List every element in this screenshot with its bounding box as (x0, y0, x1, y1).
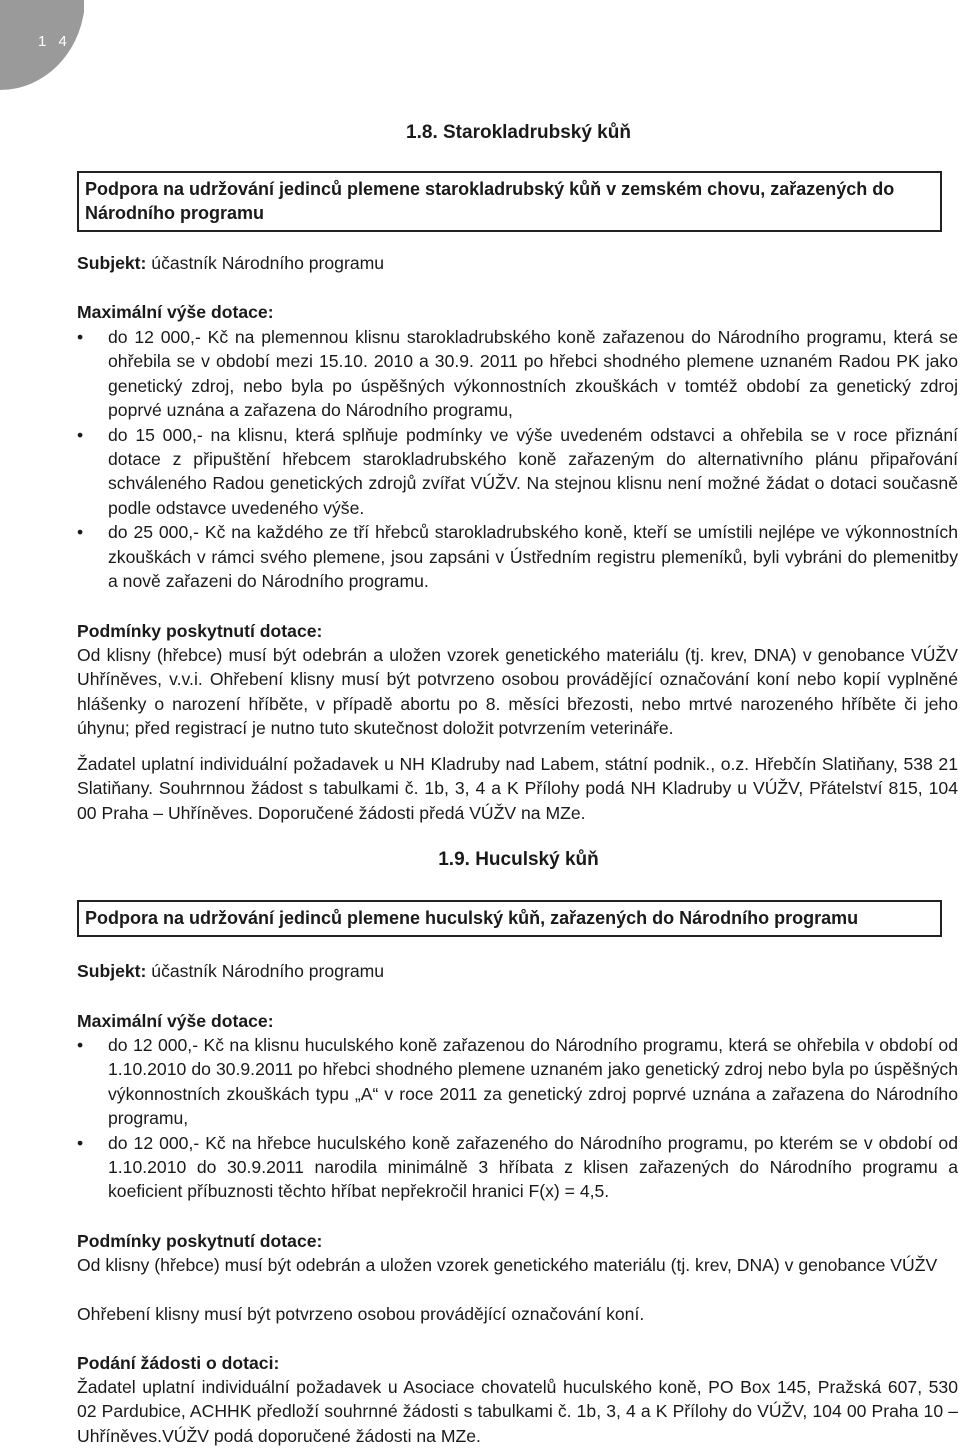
section-title-1-8: 1.8. Starokladrubský kůň (406, 122, 631, 143)
section-box-1-8: Podpora na udržování jedinců plemene starokladrubský kůň v zemském chovu, zařazených do Národního programu (77, 171, 942, 232)
max-label-1-8: Maximální výše dotace: (77, 302, 274, 322)
list-item: • do 12 000,- Kč na plemennou klisnu starokladrubského koně zařazenou do Národního programu, která se ohřebila se v období mezi 15.10. 2010 a 30.9. 2011 po hřebci shodného plemene uznaném Radou PK jako genetický zdroj, nebo byla po úspěšných výkonnostních zkouškách v tomtéž období za genetický zdroj poprvé uznána a zařazena do Národního programu, (77, 325, 958, 423)
subjekt-1-8 (77, 251, 958, 275)
podminky-line-2: Ohřebení klisny musí být potvrzeno osobou provádějící označování koní. (77, 1304, 645, 1324)
podminky-label-1-8: Podmínky poskytnutí dotace: (77, 621, 323, 641)
subjekt-1-9 (77, 959, 958, 983)
list-item: • do 12 000,- Kč na hřebce huculského koně zařazeného do Národního programu, po kterém se v období od 1.10.2010 do 30.9.2011 narodila minimálně 3 hříbata z klisen zařazených do Národního programu a koeficient příbuznosti těchto hříbat nepřekročil hranici F(x) = 4,5. (77, 1131, 958, 1204)
page-corner-tab (0, 0, 84, 90)
page-number: 1 4 (38, 33, 71, 50)
podminky-text-1-8: Od klisny (hřebce) musí být odebrán a uložen vzorek genetického materiálu (tj. krev, DNA) v genobance VÚŽV Uhříněves, v.v.i. Ohřebení klisny musí být potvrzeno osobou provádějící označování koní nebo kopií vyplněné hlášenky o narození hříběte, v případě abortu po 8. měsíci březosti, nebo mrtvé narozeného hříběte či jeho úhynu; před registrací je nutno tuto skutečnost doložit potvrzením veterináře. (77, 645, 958, 739)
subjekt-value: účastník Národního programu (146, 253, 385, 273)
section-title-1-9: 1.9. Huculský kůň (438, 849, 599, 870)
bullet-list-1-9 (77, 1033, 958, 1204)
section-box-1-9: Podpora na udržování jedinců plemene huculský kůň, zařazených do Národního programu (77, 900, 942, 937)
podani-text-1-9: Žadatel uplatní individuální požadavek u Asociace chovatelů huculského koně, PO Box 145, Pražská 607, 530 02 Pardubice, ACHHK předloží souhrnné žádosti s tabulkami č. 1b, 3, 4 a K Přílohy do VÚŽV, 104 00 Praha 10 – Uhříněves.VÚŽV podá doporučené žádosti na MZe. (77, 1377, 958, 1446)
podminky-line-1: Od klisny (hřebce) musí být odebrán a uložen vzorek genetického materiálu (tj. krev, DNA) v genobance VÚŽV (77, 1255, 938, 1275)
zadatel-text-1-8: Žadatel uplatní individuální požadavek u NH Kladruby nad Labem, státní podnik., o.z. Hřebčín Slatiňany, 538 21 Slatiňany. Souhrnnou žádost s tabulkami č. 1b, 3, 4 a K Přílohy podá NH Kladruby u VÚŽV, Přátelství 815, 104 00 Praha – Uhříněves. Doporučené žádosti předá VÚŽV na MZe. (77, 754, 958, 823)
list-item: • do 15 000,- na klisnu, která splňuje podmínky ve výše uvedeném odstavci a ohřebila se v roce přiznání dotace z připuštění hřebcem starokladrubského koně zařazeným do alternativního plánu připařování schváleného Radou genetických zdrojů zvířat VÚŽV. Na stejnou klisnu není možné žádat o dotaci současně podle odstavce uvedeného výše. (77, 423, 958, 521)
max-label-1-9: Maximální výše dotace: (77, 1011, 274, 1031)
podminky-label-1-9: Podmínky poskytnutí dotace: (77, 1231, 323, 1251)
subjekt-value: účastník Národního programu (146, 961, 385, 981)
subjekt-label: Subjekt: (77, 961, 147, 981)
subjekt-label: Subjekt: (77, 253, 147, 273)
list-item: • do 12 000,- Kč na klisnu huculského koně zařazenou do Národního programu, která se ohřebila v období od 1.10.2010 do 30.9.2011 po hřebci shodného plemene uznaném jako genetický zdroj nebo byla po úspěšných výkonnostních zkouškách typu „A“ v roce 2011 za genetický zdroj poprvé uznána a zařazena do Národního programu, (77, 1033, 958, 1131)
bullet-list-1-8 (77, 325, 958, 593)
podani-label-1-9: Podání žádosti o dotaci: (77, 1353, 280, 1373)
list-item: • do 25 000,- Kč na každého ze tří hřebců starokladrubského koně, kteří se umístili nejlépe ve výkonnostních zkouškách v rámci svého plemene, jsou zapsáni v Ústředním registru plemeníků, byli vybráni do plemenitby a nově zařazeni do Národního programu. (77, 520, 958, 593)
